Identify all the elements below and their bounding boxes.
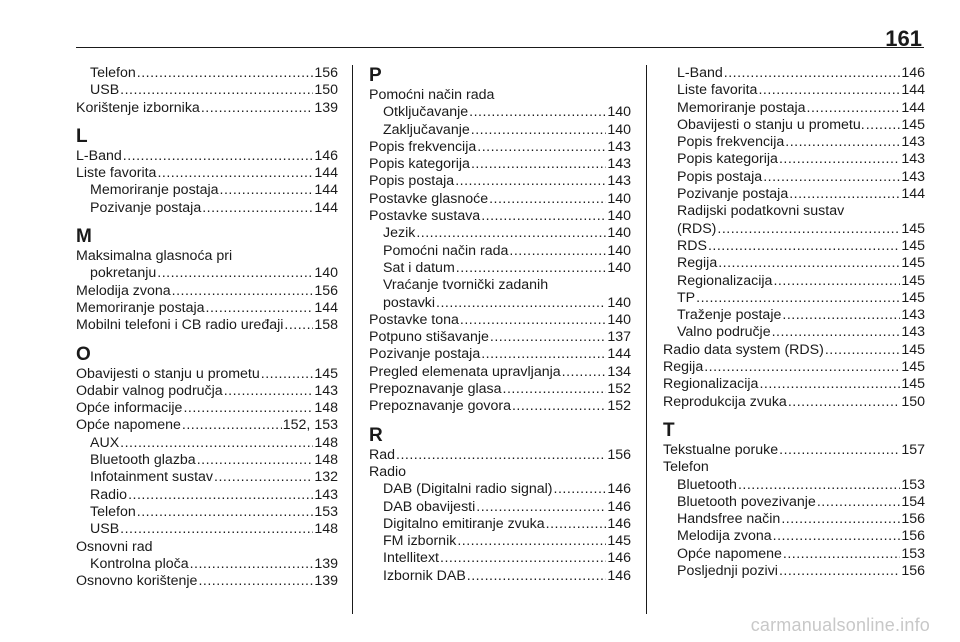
column-divider bbox=[352, 65, 353, 614]
index-entry-heading: Pomoćni način rada bbox=[369, 87, 495, 103]
index-entry: Memoriranje postaja ..... 144 bbox=[663, 100, 925, 117]
index-entry: Regija ..... 145 bbox=[663, 255, 925, 272]
column-divider bbox=[646, 65, 647, 614]
index-letter-heading: P bbox=[369, 65, 382, 86]
index-entry: Jezik ..... 140 bbox=[369, 225, 631, 242]
index-entry: Popis postaja ..... 143 bbox=[663, 169, 925, 186]
index-entry: Zaključavanje ..... 140 bbox=[369, 122, 631, 139]
index-entry: Valno područje ..... 143 bbox=[663, 324, 925, 341]
index-entry: Telefon ..... 153 bbox=[76, 504, 338, 521]
index-entry: Telefon ..... 156 bbox=[76, 65, 338, 82]
index-entry: Opće napomene ..... 152, 153 bbox=[76, 417, 338, 434]
index-entry: L-Band ..... 146 bbox=[76, 148, 338, 165]
index-entry: Tekstualne poruke ..... 157 bbox=[663, 442, 925, 459]
index-entry-heading: Maksimalna glasnoća pri bbox=[76, 248, 233, 265]
index-column-1 bbox=[76, 65, 338, 614]
index-entry: Izbornik DAB ..... 146 bbox=[369, 568, 631, 585]
index-entry-heading: Vraćanje tvornički zadanih bbox=[383, 277, 549, 294]
index-entry: FM izbornik ..... 145 bbox=[369, 533, 631, 550]
index-entry: Traženje postaje ..... 143 bbox=[663, 307, 925, 324]
index-entry: (RDS) ..... 145 bbox=[663, 221, 925, 238]
index-entry: Posljednji pozivi ..... 156 bbox=[663, 563, 925, 580]
index-entry: Melodija zvona ..... 156 bbox=[663, 528, 925, 545]
index-entry: Pozivanje postaja ..... 144 bbox=[369, 346, 631, 363]
index-entry: Regionalizacija ..... 145 bbox=[663, 273, 925, 290]
index-entry: DAB obavijesti ..... 146 bbox=[369, 499, 631, 516]
index-entry-heading: Telefon bbox=[663, 459, 709, 476]
index-entry: Digitalno emitiranje zvuka ..... 146 bbox=[369, 516, 631, 533]
index-entry: Kontrolna ploča ..... 139 bbox=[76, 556, 338, 573]
index-entry: Opće napomene ..... 153 bbox=[663, 546, 925, 563]
index-entry: DAB (Digitalni radio signal) ..... 146 bbox=[369, 481, 631, 498]
index-entry: Reprodukcija zvuka ..... 150 bbox=[663, 394, 925, 411]
index-entry: Bluetooth glazba ..... 148 bbox=[76, 452, 338, 469]
index-entry: Popis kategorija ..... 143 bbox=[663, 151, 925, 168]
index-entry: Rad ..... 156 bbox=[369, 447, 631, 464]
index-column-3 bbox=[663, 65, 925, 614]
index-entry: Odabir valnog područja ..... 143 bbox=[76, 383, 338, 400]
index-entry: Memoriranje postaja ..... 144 bbox=[76, 300, 338, 317]
index-entry: Popis kategorija ..... 143 bbox=[369, 156, 631, 173]
index-column-2 bbox=[369, 65, 631, 614]
index-entry: Bluetooth povezivanje ..... 154 bbox=[663, 494, 925, 511]
index-entry: Opće informacije ..... 148 bbox=[76, 400, 338, 417]
index-entry: postavki ..... 140 bbox=[369, 295, 631, 312]
index-entry: Pozivanje postaja ..... 144 bbox=[663, 186, 925, 203]
index-entry: RDS ..... 145 bbox=[663, 238, 925, 255]
index-letter-heading: T bbox=[663, 419, 675, 441]
page-number: 161 bbox=[885, 26, 922, 51]
index-entry: Obavijesti o stanju u prometu ..... 145 bbox=[76, 366, 338, 383]
index-entry: Regionalizacija ..... 145 bbox=[663, 376, 925, 393]
index-entry: Prepoznavanje glasa ..... 152 bbox=[369, 381, 631, 398]
index-letter-heading: O bbox=[76, 343, 91, 365]
index-entry: Korištenje izbornika ..... 139 bbox=[76, 100, 338, 117]
index-entry: Postavke sustava ..... 140 bbox=[369, 208, 631, 225]
index-entry: USB ..... 148 bbox=[76, 521, 338, 538]
index-entry-heading: Osnovni rad bbox=[76, 538, 153, 555]
index-entry-heading: Radijski podatkovni sustav bbox=[677, 203, 845, 220]
index-entry: Radio data system (RDS) ..... 145 bbox=[663, 342, 925, 359]
index-entry: Popis postaja ..... 143 bbox=[369, 173, 631, 190]
index-letter-heading: L bbox=[76, 125, 88, 147]
index-entry: Popis frekvencija ..... 143 bbox=[369, 139, 631, 156]
index-entry: AUX ..... 148 bbox=[76, 435, 338, 452]
index-entry: L-Band ..... 146 bbox=[663, 65, 925, 82]
index-entry: Osnovno korištenje ..... 139 bbox=[76, 573, 338, 590]
index-entry: Otključavanje ..... 140 bbox=[369, 104, 631, 121]
index-entry: Radio ..... 143 bbox=[76, 487, 338, 504]
index-entry: Popis frekvencija ..... 143 bbox=[663, 134, 925, 151]
index-entry-heading: Radio bbox=[369, 463, 407, 480]
index-entry: Obavijesti o stanju u prometu. ..... 145 bbox=[663, 117, 925, 134]
watermark-text: carmanualsonline.info bbox=[750, 615, 930, 635]
index-entry: USB ..... 150 bbox=[76, 82, 338, 99]
index-entry: Liste favorita ..... 144 bbox=[663, 82, 925, 99]
index-entry: Prepoznavanje govora ..... 152 bbox=[369, 398, 631, 415]
index-entry: Liste favorita ..... 144 bbox=[76, 165, 338, 182]
index-entry: Intellitext ..... 146 bbox=[369, 550, 631, 567]
index-letter-heading: M bbox=[76, 226, 92, 248]
index-entry: Bluetooth ..... 153 bbox=[663, 477, 925, 494]
index-entry: Pozivanje postaja ..... 144 bbox=[76, 200, 338, 217]
index-entry: Mobilni telefoni i CB radio uređaji ..... 158 bbox=[76, 317, 338, 334]
index-entry: Pregled elemenata upravljanja ..... 134 bbox=[369, 364, 631, 381]
index-entry: pokretanju ..... 140 bbox=[76, 265, 338, 282]
header-rule bbox=[76, 47, 924, 48]
index-entry: TP ..... 145 bbox=[663, 290, 925, 307]
index-entry: Handsfree način ..... 156 bbox=[663, 511, 925, 528]
index-letter-heading: R bbox=[369, 424, 383, 446]
index-entry: Postavke glasnoće ..... 140 bbox=[369, 191, 631, 208]
index-entry: Melodija zvona ..... 156 bbox=[76, 283, 338, 300]
index-entry: Pomoćni način rada ..... 140 bbox=[369, 243, 631, 260]
index-entry: Regija ..... 145 bbox=[663, 359, 925, 376]
index-entry: Sat i datum ..... 140 bbox=[369, 260, 631, 277]
index-entry: Postavke tona ..... 140 bbox=[369, 312, 631, 329]
index-entry: Infotainment sustav ..... 132 bbox=[76, 469, 338, 486]
index-entry: Potpuno stišavanje ..... 137 bbox=[369, 329, 631, 346]
index-entry: Memoriranje postaja ..... 144 bbox=[76, 182, 338, 199]
